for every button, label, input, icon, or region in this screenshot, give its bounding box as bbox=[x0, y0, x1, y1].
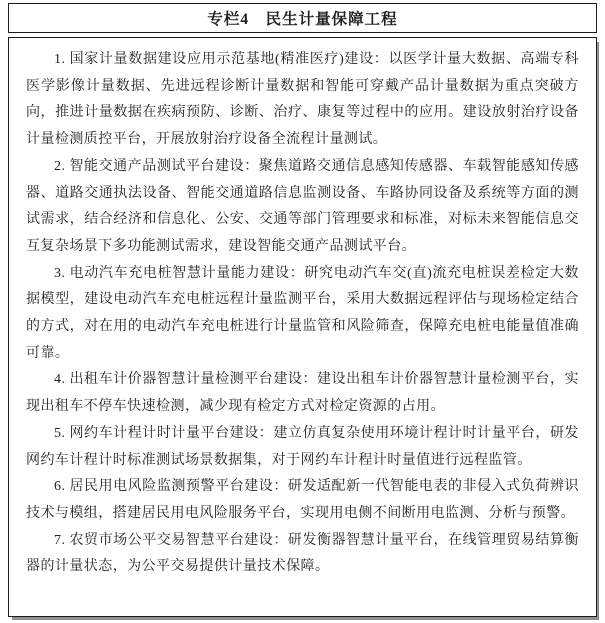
column-paragraph-6: 6. 居民用电风险监测预警平台建设：研发适配新一代智能电表的非侵入式负荷辨识技术与模组，搭建居民用电风险服务平台，实现用电侧不间断用电监测、分析与预警。 bbox=[26, 479, 579, 521]
column-paragraph-4: 4. 出租车计价器智慧计量检测平台建设：建设出租车计价器智慧计量检测平台，实现出租车不停车快速检测，减少现有检定方式对检定资源的占用。 bbox=[26, 372, 579, 415]
column-title-box bbox=[8, 3, 597, 33]
column-paragraph-3: 3. 电动汽车充电桩智慧计量能力建设：研究电动汽车交(直)流充电桩误差检定大数据模型，建设电动汽车充电桩远程计量监测平台，采用大数据远程评估与现场检定结合的方式，对在用的电动汽车充电桩进行计量监管和风险筛查，保障充电桩电能量值准确可靠。 bbox=[26, 265, 579, 361]
column-paragraph-5: 5. 网约车计程计时计量平台建设：建立仿真复杂使用环境计程计时计量平台，研发网约车计程计时标准测试场景数据集，对于网约车计程计时量值进行远程监管。 bbox=[26, 425, 579, 468]
column-title: 专栏4 民生计量保障工程 bbox=[207, 11, 398, 28]
column-paragraph-1: 1. 国家计量数据建设应用示范基地(精准医疗)建设：以医学计量大数据、高端专科医学影像计量数据、先进远程诊断计量数据和智能可穿戴产品计量数据为重点突破方向，推进计量数据在疾病预防、诊断、治疗、康复等过程中的应用。建设放射治疗设备计量检测质控平台，开展放射治疗设备全流程计量测试。 bbox=[26, 52, 579, 148]
column-paragraph-7: 7. 农贸市场公平交易智慧平台建设：研发衡器智慧计量平台，在线管理贸易结算衡器的计量状态，为公平交易提供计量技术保障。 bbox=[26, 532, 579, 575]
column-paragraph-2: 2. 智能交通产品测试平台建设：聚焦道路交通信息感知传感器、车载智能感知传感器、道路交通执法设备、智能交通道路信息监测设备、车路协同设备及系统等方面的测试需求，结合经济和信息化、公安、交通等部门管理要求和标准，对标未来智能信息交互复杂场景下多功能测试需求，建设智能交通产品测试平台。 bbox=[26, 158, 579, 254]
column-body-box bbox=[8, 37, 597, 617]
